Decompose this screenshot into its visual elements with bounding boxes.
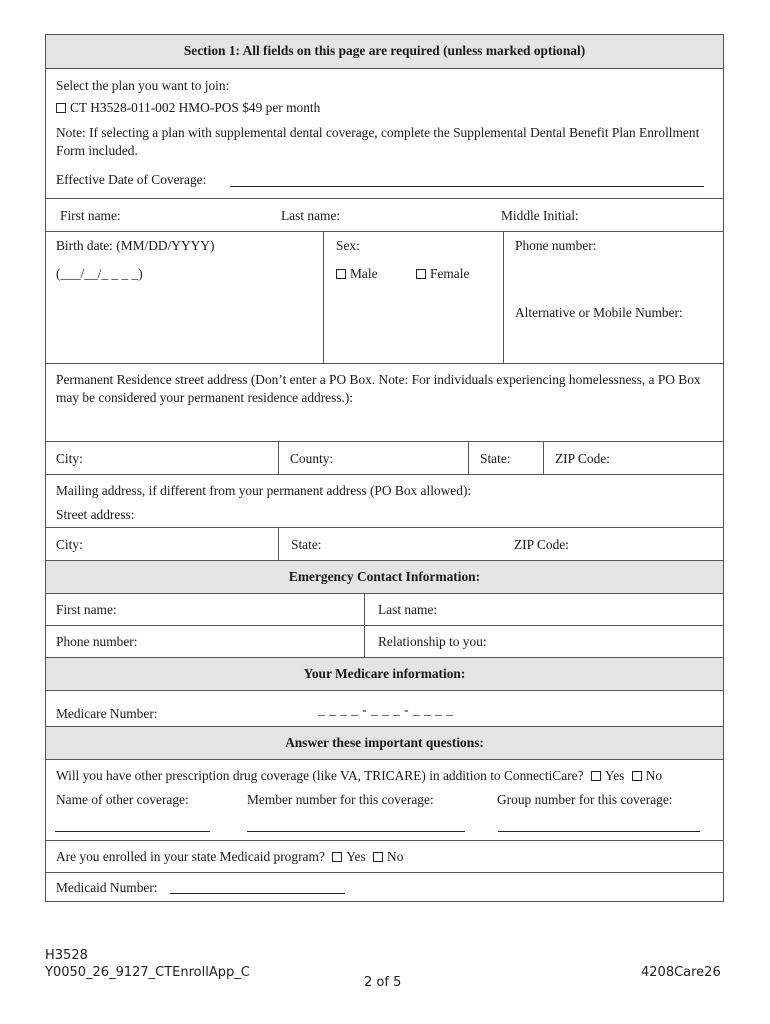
emergency-phone-row [46, 625, 723, 657]
phone-cell [503, 232, 723, 363]
residence-city-cell [46, 442, 278, 474]
sex-cell [323, 232, 503, 363]
residence-state-cell [468, 442, 543, 474]
dental-note: Note: If selecting a plan with supplemental dental coverage, complete the Supplemental Dental Benefit Plan Enrollment Form included. [56, 125, 700, 158]
other-coverage-name-label: Name of other coverage: [56, 792, 189, 807]
footer-document-code: Y0050_26_9127_CTEnrollApp_C [45, 965, 250, 980]
residence-address-row [46, 363, 723, 441]
emergency-last-name-cell [364, 594, 723, 625]
birth-date-cell [46, 232, 323, 363]
drug-coverage-question [56, 768, 662, 784]
medicaid-row [46, 840, 723, 872]
birth-date-label: Birth date: (MM/DD/YYYY) [56, 238, 215, 253]
mailing-city-label: City: [56, 537, 83, 552]
medicaid-number-label: Medicaid Number: [56, 880, 158, 895]
select-plan-label: Select the plan you want to join: [56, 78, 230, 93]
residence-state-label: State: [480, 451, 511, 466]
first-name-label: First name: [60, 208, 121, 223]
medicaid-number-row [46, 872, 723, 903]
other-coverage-name-field[interactable] [55, 831, 210, 832]
emergency-relationship-label: Relationship to you: [378, 634, 487, 649]
medicaid-yes-checkbox[interactable] [332, 852, 342, 862]
female-checkbox[interactable] [416, 269, 426, 279]
plan-option-label: CT H3528-011-002 HMO-POS $49 per month [70, 100, 321, 115]
last-name-label: Last name: [281, 208, 341, 223]
medicare-number-field[interactable]: _ _ _ _ - _ _ _ - _ _ _ _ [318, 702, 454, 717]
residence-zip-cell [543, 442, 723, 474]
questions-header [46, 726, 723, 759]
group-number-label: Group number for this coverage: [497, 792, 673, 807]
middle-initial-label: Middle Initial: [501, 208, 579, 223]
mailing-city-row [46, 527, 723, 560]
mailing-zip-cell [503, 528, 723, 560]
emergency-phone-cell [46, 626, 364, 657]
emergency-title: Emergency Contact Information: [288, 569, 481, 584]
residence-zip-label: ZIP Code: [555, 451, 610, 466]
emergency-header [46, 560, 723, 593]
residence-city-label: City: [56, 451, 83, 466]
medicare-header [46, 657, 723, 690]
member-number-field[interactable] [247, 831, 465, 832]
mailing-city-cell [46, 528, 278, 560]
phone-label: Phone number: [515, 238, 597, 253]
emergency-relationship-cell [364, 626, 723, 657]
female-label: Female [430, 266, 470, 281]
plan-checkbox[interactable] [56, 103, 66, 113]
sex-label: Sex: [336, 238, 360, 253]
emergency-phone-label: Phone number: [56, 634, 138, 649]
residence-county-cell [278, 442, 468, 474]
medicaid-yes-label: Yes [346, 849, 366, 864]
enrollment-form [45, 34, 724, 902]
residence-address-label: Permanent Residence street address (Don’t enter a PO Box. Note: For individuals experiencing homelessness, a PO Box may be considered your permanent residence address.): [56, 372, 701, 405]
name-row [46, 198, 723, 231]
male-label: Male [350, 266, 378, 281]
plan-option [56, 100, 320, 116]
questions-title: Answer these important questions: [285, 735, 484, 750]
birth-date-field[interactable]: (___/__/_ _ _ _) [56, 266, 143, 281]
medicare-title: Your Medicare information: [303, 666, 466, 681]
medicaid-question-text: Are you enrolled in your state Medicaid program? [56, 849, 325, 864]
medicare-number-label: Medicare Number: [56, 706, 158, 721]
mailing-address-label: Mailing address, if different from your permanent address (PO Box allowed): [56, 483, 472, 498]
medicaid-number-field[interactable] [170, 893, 345, 894]
drug-coverage-yes-label: Yes [604, 768, 625, 783]
mailing-state-cell [278, 528, 503, 560]
medicaid-no-checkbox[interactable] [373, 852, 383, 862]
effective-date-field[interactable] [230, 186, 704, 187]
drug-coverage-no-checkbox[interactable] [632, 771, 642, 781]
group-number-field[interactable] [498, 831, 700, 832]
drug-coverage-no-label: No [645, 768, 663, 783]
emergency-first-name-label: First name: [56, 602, 117, 617]
section-title: Section 1: All fields on this page are required (unless marked optional) [183, 43, 586, 58]
alt-phone-label: Alternative or Mobile Number: [515, 305, 683, 320]
medicaid-question [56, 849, 403, 865]
emergency-first-name-cell [46, 594, 364, 625]
mailing-state-label: State: [291, 537, 322, 552]
drug-coverage-question-text: Will you have other prescription drug coverage (like VA, TRICARE) in addition to ConnectiCare? [56, 768, 584, 783]
residence-city-row [46, 441, 723, 474]
member-number-label: Member number for this coverage: [247, 792, 434, 807]
male-checkbox[interactable] [336, 269, 346, 279]
section-header [46, 35, 723, 68]
mailing-street-label: Street address: [56, 507, 135, 522]
female-option [416, 266, 469, 282]
drug-coverage-row [46, 759, 723, 840]
footer-form-code: 4208Care26 [641, 965, 721, 980]
emergency-last-name-label: Last name: [378, 602, 438, 617]
birth-sex-phone-row [46, 231, 723, 363]
mailing-address-row [46, 474, 723, 527]
emergency-name-row [46, 593, 723, 625]
drug-coverage-yes-checkbox[interactable] [591, 771, 601, 781]
footer-contract-id: H3528 [45, 948, 88, 963]
footer-page-number: 2 of 5 [364, 975, 402, 990]
medicaid-no-label: No [387, 849, 404, 864]
mailing-zip-label: ZIP Code: [514, 537, 569, 552]
effective-date-label: Effective Date of Coverage: [56, 172, 207, 187]
male-option [336, 266, 378, 282]
residence-county-label: County: [290, 451, 334, 466]
medicare-number-row [46, 690, 723, 726]
